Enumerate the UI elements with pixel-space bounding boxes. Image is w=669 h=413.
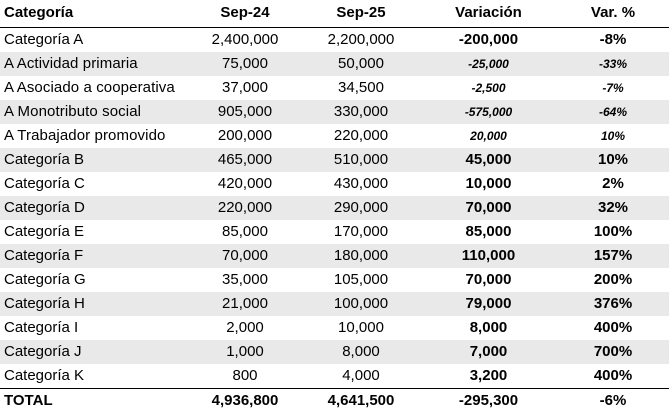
row-sep25: 10,000 [338,318,384,336]
row-sep25: 34,500 [338,78,384,96]
row-sep25: 100,000 [302,292,420,316]
row-sep25: 330,000 [302,100,420,124]
row-variacion: 10,000 [465,174,512,192]
row-variacion: 79,000 [420,292,557,316]
row-sep25: 510,000 [302,148,420,172]
row-sep25: 50,000 [302,52,420,76]
header-sep25: Sep-25 [336,4,386,22]
row-variacion: 85,000 [465,222,512,240]
header-row [0,0,669,27]
row-var-pct: 10% [557,148,669,172]
row-var-pct: 376% [557,292,669,316]
row-variacion: -2,500 [471,80,506,95]
header-sep24: Sep-24 [220,4,270,22]
row-var-pct: 700% [557,340,669,364]
row-variacion: 8,000 [469,318,508,336]
row-category: Categoría F [0,244,188,268]
table-row [0,52,669,76]
row-sep24: 85,000 [222,222,268,240]
table-row [0,268,669,292]
row-category: A Monotributo social [0,100,188,124]
row-sep24: 75,000 [188,52,302,76]
row-category: Categoría B [0,148,188,172]
row-variacion: 45,000 [420,148,557,172]
table-row [0,148,669,172]
row-sep25: 430,000 [333,174,389,192]
table-row [0,220,669,244]
row-sep24: 35,000 [222,270,268,288]
table-row [0,292,669,316]
row-variacion: 110,000 [420,244,557,268]
row-variacion: -200,000 [458,30,519,48]
table-row [0,100,669,124]
total-variacion: -295,300 [458,391,519,409]
row-category: Categoría K [4,366,85,384]
total-sep24: 4,936,800 [211,391,279,409]
row-sep24: 420,000 [217,174,273,192]
row-var-pct: 400% [593,318,633,336]
row-variacion: 7,000 [420,340,557,364]
table-row [0,316,669,340]
row-category: A Trabajador promovido [4,126,166,144]
row-sep24: 905,000 [188,100,302,124]
table-row [0,196,669,220]
row-variacion: 3,200 [469,366,508,384]
total-sep25: 4,641,500 [327,391,395,409]
row-var-pct: 400% [593,366,633,384]
row-var-pct: -7% [602,80,624,95]
row-variacion: 70,000 [465,270,512,288]
row-category: Categoría I [4,318,79,336]
row-sep25: 105,000 [333,270,389,288]
row-sep24: 21,000 [188,292,302,316]
table-row [0,172,669,196]
header-categoria: Categoría [4,4,74,22]
row-variacion: 70,000 [420,196,557,220]
row-sep25: 170,000 [333,222,389,240]
row-variacion: 20,000 [470,128,507,143]
row-sep25: 220,000 [333,126,389,144]
row-category: Categoría J [0,340,188,364]
row-category: Categoría D [0,196,188,220]
header-var-pct: Var. % [590,4,636,22]
header-variacion: Variación [455,4,522,22]
row-category: Categoría G [4,270,86,288]
row-category: A Actividad primaria [0,52,188,76]
table-row [0,244,669,268]
row-sep24: 70,000 [188,244,302,268]
table-row [0,124,669,148]
row-category: A Asociado a cooperativa [4,78,175,96]
row-sep25: 2,200,000 [327,30,395,48]
row-var-pct: 2% [602,174,624,192]
row-category: Categoría H [0,292,188,316]
row-variacion: -25,000 [420,52,557,76]
row-category: Categoría E [4,222,85,240]
row-var-pct: 157% [557,244,669,268]
row-var-pct: 10% [600,128,626,143]
row-category: Categoría C [4,174,85,192]
total-label: TOTAL [4,391,53,409]
table-row [0,76,669,100]
row-var-pct: 200% [593,270,633,288]
row-sep24: 220,000 [188,196,302,220]
table-row [0,364,669,389]
row-var-pct: -64% [557,100,669,124]
row-sep24: 800 [232,366,258,384]
row-sep24: 2,400,000 [211,30,279,48]
row-category: Categoría A [4,30,84,48]
row-sep25: 180,000 [302,244,420,268]
row-sep24: 1,000 [188,340,302,364]
row-sep24: 37,000 [222,78,268,96]
row-sep24: 465,000 [188,148,302,172]
table-row [0,340,669,364]
total-var-pct: -6% [599,391,627,409]
row-sep24: 2,000 [226,318,264,336]
row-variacion: -575,000 [420,100,557,124]
table-row [0,27,669,52]
row-var-pct: -33% [557,52,669,76]
row-sep25: 4,000 [342,366,380,384]
row-sep24: 200,000 [217,126,273,144]
row-sep25: 8,000 [302,340,420,364]
row-var-pct: -8% [599,30,627,48]
row-sep25: 290,000 [302,196,420,220]
row-var-pct: 100% [593,222,633,240]
row-var-pct: 32% [557,196,669,220]
